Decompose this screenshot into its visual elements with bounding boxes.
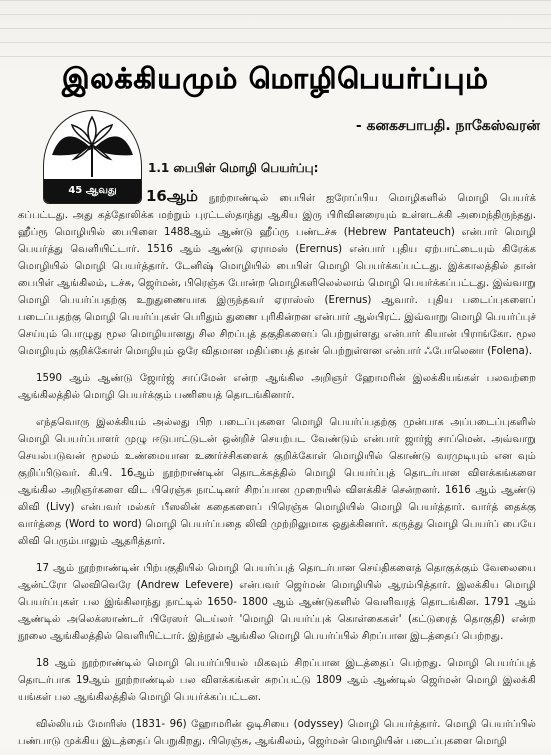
bleed-through-text [0, 0, 551, 70]
paragraph: எந்தவொரு இலக்கியம் அல்லது பிற படைப்புகளை மொழி பெயர்ப்பதற்கு முன்பாக அப்படைப்புகளில் மொழி பெயர்ப்பாளர் முழு ஈடுபாட்டுடன் ஒன்றிச் செயற்பட வேண்டும் என்பார் ஜார்ஜ் சாப்மென். அவ்வாறு செயல்படுவன் மூலம் உண்மையான உணர்ச்சிகளைக் குறிக்கோள் மொழியில் கொண்டு வரமுடியும் என வும் குறிப்பிடுவர். கி.பி. 16ஆம் நூற்றாண்டின் தொடக்கத்தில் மொழி பெயர்ப்புத் தொடர்பான விளக்கங்களை ஆங்கில அறிஞர்களை விட பிரெஞ்சு நாட்டினர் சிறப்பான முறையில் விளக்கிச் சென்றனர். 1616 ஆம் ஆண்டு லிவி (Livy) என்பவர் மல்கர் பீஸலின் கதைகளைப் பிரெஞ்சு மொழியில் மொழி பெயர்த்தார். வார்த் தைக்கு வார்த்தை (Word to word) மொழி பெயர்ப்பதை லிவி முற்றிலுமாக ஒதுக்கினார். கருத்து மொழி பெயர்ப் பையே லிவி பெரும்பாலும் ஆதரித்தார். [18, 417, 536, 547]
paragraph: 18 ஆம் நூற்றாண்டில் மொழி பெயர்ப்பியல் மிகவும் சிறப்பான இடத்தைப் பெற்றது. மொழி பெயர்ப்புத் தொடர்பாக 19ஆம் நூற்றாண்டில் பல விளக்கங்கள் சுறப்பட்டு 1809 ஆம் ஆண்டில் ஜெர்மன் மொழி இலக்கி யங்கள் பல ஆங்கிலத்தில் மொழி பெயர்க்கப்பட்டன. [18, 658, 536, 703]
paragraph-text: நூற்றாண்டில் பைபிள் ஐரோப்பிய மொழிகளில் மொழி பெயர்க் கப்பட்டது. அது கத்தோலிக்க மற்றும் புரட்டஸ்தாந்து ஆகிய இரு பிரிவினரையும் உள்ளடக்கி அமைந்திருந்தது. ஹீப்ரூ மொழியில் பைபிளை 1488ஆம் ஆண்டு ஹீப்ரு பண்டச்சு (Hebrew Pantateuch) என்பார் மொழி பெயர்த்து வெளியிட்டார். 1516 ஆம் ஆண்டு ஏராமஸ் (Erernus) என்பார் புதிய ஏற்பாட்டையும் கிரேக்க மொழியில் மொழி பெயர்த்தார். டேனிஷ் மொழியில் பைபிள் மொழி பெயர்க்கப்பட்டது. இக்காலத்தில் தான் பைபிள் ஆங்கிலம், டச்சு, ஜெர்மன், பிரெஞ்சு போன்ற மொழிகளிலெல்லாம் மொழி பெயர்க்கப்பட்டது. இவ்வாறு மொழி பெயர்ப்பதற்கு உறுதுணையாக இருந்தவர் ஏராஸ்ஸ் (Erernus) ஆவார். புதிய படைப்புகளைப் படைப்பதற்கு மொழி பெயர்ப்புகள் பெரிதும் துணை புரிகின்றன என்பார் ஆல்பிரட். இவ்வாறு மொழி பெயர்ப்புச் செய்யும் பொழுது மூல மொழியானது சில சிறப்புத் தகுதிகளைப் பெற்றுள்ளது என்பார் கியான் பிராங்கோ. மூல மொழியும் குறிக்கோள் மொழியும் ஒரே விதமான மதிப்பைத் தான் பெற்றுள்ளன என்பார் ஃபோலெனா (Folena). [18, 193, 536, 357]
article-body [18, 188, 536, 755]
logo-caption: 45 ஆவது [44, 179, 141, 203]
paragraph-lead: 16ஆம் [146, 187, 198, 205]
lotus-lamp-icon [44, 111, 141, 181]
paragraph [18, 188, 536, 360]
paragraph: 1590 ஆம் ஆண்டு ஜோர்ஜ் சாப்மேன் என்ற ஆங்கில அறிஞர் ஹோமரின் இலக்கியங்கள் பலவற்றை ஆங்கிலத்தில் மொழி பெயர்க்கும் பணியைத் தொடங்கினார். [18, 373, 536, 401]
article-title: இலக்கியமும் மொழிபெயர்ப்பும் [62, 62, 489, 95]
author-name: - கனகசபாபதி. நாகேஸ்வரன் [355, 118, 540, 134]
page-bottom-edge [0, 747, 551, 755]
paragraph: 17 ஆம் நூற்றாண்டின் பிற்பகுதியில் மொழி பெயர்ப்புத் தொடர்பான செய்திகளைத் தொகுக்கும் வேலையை ஆன்ட்ரோ லெவிவெரே (Andrew Lefevere) என்பவர் ஜெர்மன் மொழியில் ஆரம்பித்தார். இலக்கிய மொழி பெயர்ப்புகள் பல இங்கிலாந்து நாட்டில் 1650- 1800 ஆம் ஆண்டுகளில் வெளிவரத் தொடங்கின. 1791 ஆம் ஆண்டில் அலெக்ஸாண்டர் பிரேஸர் டெய்லர் 'மொழி பெயர்ப்புக் கொள்கைகள்' (கட்டுரைத் தொகுதி) என்ற நூலை ஆங்கிலத்தில் வெளியிட்டார். இந்நூல் ஆங்கில மொழி பெயர்ப்பில் சிறப்பான இடத்தைப் பெற்றது. [18, 563, 536, 642]
section-heading: 1.1 பைபிள் மொழி பெயர்ப்பு: [148, 161, 319, 175]
paragraph: வில்லியம் மோரிஸ் (1831- 96) ஹோமரின் ஒடிசியை (odyssey) மொழி பெயர்த்தார். மொழி பெயர்ப்பில் பண்பாடு முக்கிய இடத்தைப் பெறுகிறது. பிரெஞ்சு, ஆங்கிலம், ஜெர்மன் மொழியின் படைப்புகளை மொழி [18, 719, 536, 747]
